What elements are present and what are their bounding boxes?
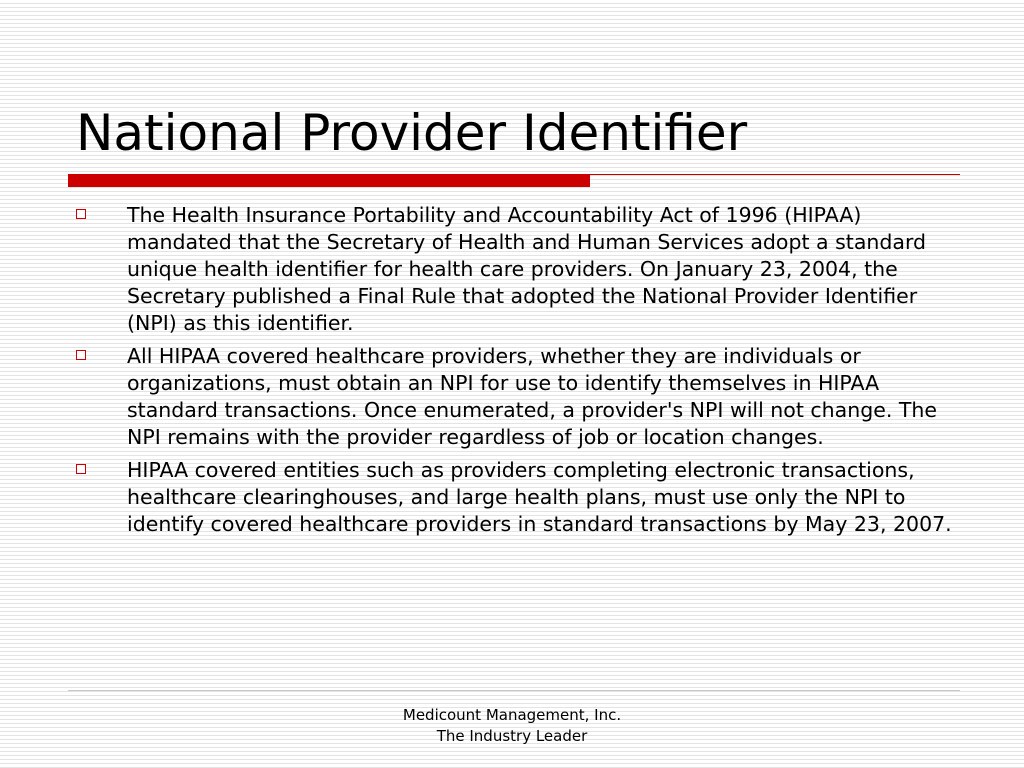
title-accent-line — [590, 174, 960, 175]
footer-tagline: The Industry Leader — [436, 727, 588, 745]
title-underline — [68, 174, 960, 187]
footer — [312, 705, 712, 747]
hollow-square-bullet-icon — [76, 209, 86, 219]
footer-company: Medicount Management, Inc. — [402, 706, 622, 724]
bullet-text: All HIPAA covered healthcare providers, whether they are individuals or organizations, must obtain an NPI for use to identify themselves in HIPAA standard transactions. Once enumerated, a provider's NPI will not change. The NPI remains with the provider regardless of job or location changes. — [127, 344, 938, 449]
bullet-item — [76, 343, 966, 451]
hollow-square-bullet-icon — [76, 464, 86, 474]
title-accent-bar — [68, 174, 590, 187]
bullet-item — [76, 202, 966, 337]
bullet-text: The Health Insurance Portability and Accountability Act of 1996 (HIPAA) mandated that the Secretary of Health and Human Services adopt a standard unique health identifier for health care providers. On January 23, 2004, the Secretary published a Final Rule that adopted the National Provider Identifier (NPI) as this identifier. — [127, 203, 927, 335]
bullet-item — [76, 457, 966, 538]
hollow-square-bullet-icon — [76, 350, 86, 360]
slide-title: National Provider Identifier — [76, 104, 748, 162]
bullet-text: HIPAA covered entities such as providers completing electronic transactions, healthcare clearinghouses, and large health plans, must use only the NPI to identify covered healthcare providers in standard transactions by May 23, 2007. — [127, 458, 952, 536]
bullet-list — [76, 202, 966, 544]
footer-divider — [68, 690, 960, 691]
